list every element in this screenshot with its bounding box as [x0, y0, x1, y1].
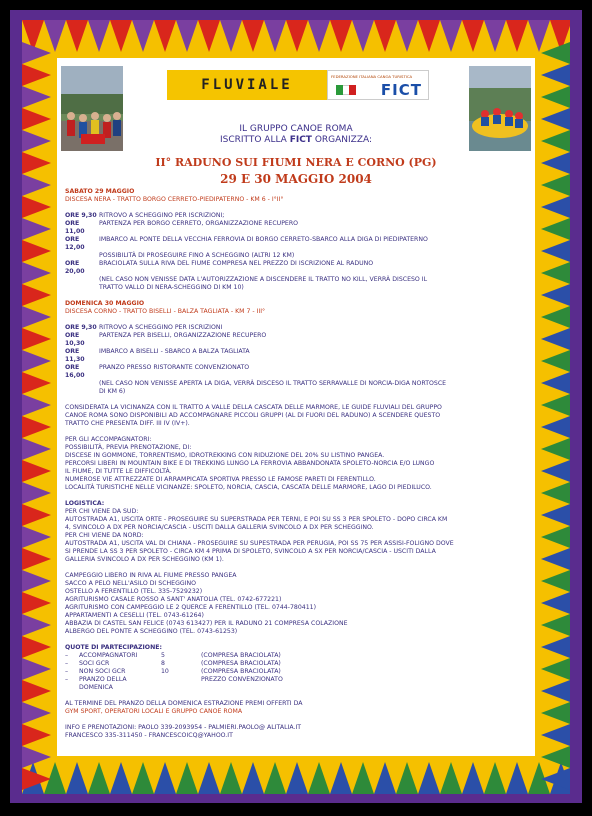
zigzag-triangle	[541, 218, 570, 240]
schedule-text: TRATTO VALLO DI NERA-SCHEGGINO DI KM 10)	[99, 284, 244, 291]
zigzag-triangle	[132, 20, 154, 52]
schedule-row	[65, 324, 527, 332]
zigzag-triangle	[541, 504, 570, 526]
zigzag-triangle	[22, 438, 51, 460]
quote-label: PRANZO DELLA DOMENICA	[79, 676, 127, 691]
schedule-text: PRANZO PRESSO RISTORANTE CONVENZIONATO	[99, 364, 250, 371]
schedule-time: ORE 16,00	[65, 364, 85, 379]
zigzag-triangle	[22, 746, 51, 768]
quote-dash: –	[65, 652, 69, 659]
zigzag-triangle	[541, 570, 570, 592]
zigzag-triangle	[418, 20, 440, 52]
zigzag-triangle	[541, 196, 570, 218]
zigzag-triangle	[528, 20, 550, 52]
zigzag-triangle	[176, 762, 198, 794]
zigzag-triangle	[308, 20, 330, 52]
zigzag-triangle	[242, 20, 264, 52]
flyer-page	[57, 58, 535, 756]
zigzag-triangle	[462, 20, 484, 52]
zigzag-triangle	[22, 108, 51, 130]
zigzag-triangle	[541, 636, 570, 658]
schedule-text: PARTENZA PER BISELLI, ORGANIZZAZIONE RECUPERO	[99, 332, 267, 339]
zigzag-triangle	[198, 20, 220, 52]
zigzag-triangle	[541, 372, 570, 394]
event-dates: 29 E 30 MAGGIO 2004	[220, 172, 372, 186]
schedule-time: ORE 9,30	[65, 324, 97, 331]
schedule-text: RITROVO A SCHEGGINO PER ISCRIZIONI	[99, 324, 223, 331]
zigzag-triangle	[541, 152, 570, 174]
fict-federation-name: FEDERAZIONE ITALIANA CANOA TURISTICA	[331, 74, 413, 79]
zigzag-triangle	[506, 762, 528, 794]
quote-heading: QUOTE DI PARTECIPAZIONE:	[65, 644, 162, 651]
camping-line: AGRITURISMO CON CAMPEGGIO LE 2 QUERCE A FERENTILLO (TEL. 0744-780411)	[65, 604, 316, 611]
zigzag-triangle	[22, 174, 51, 196]
quote-row	[65, 660, 527, 668]
accompagnatori-line: PER GLI ACCOMPAGNATORI:	[65, 436, 152, 443]
schedule-row	[65, 284, 527, 292]
zigzag-triangle	[22, 482, 51, 504]
schedule-text: IMBARCO A BISELLI - SBARCO A BALZA TAGLIATA	[99, 348, 250, 355]
zigzag-triangle	[22, 724, 51, 746]
day2-date: DOMENICA 30 MAGGIO	[65, 300, 145, 307]
zigzag-triangle	[22, 152, 51, 174]
schedule-row	[65, 380, 527, 388]
schedule-time: ORE 9,30	[65, 212, 97, 219]
zigzag-triangle	[374, 762, 396, 794]
zigzag-triangle	[541, 438, 570, 460]
camping-line: OSTELLO A FERENTILLO (TEL. 335-7529232)	[65, 588, 203, 595]
logo-band	[167, 70, 429, 100]
zigzag-triangle	[352, 20, 374, 52]
guides-line: CANOE ROMA SONO DISPONIBILI AD ACCOMPAGNARE PICCOLI GRUPPI (AL DI FUORI DEL RADUNO) A SCENDERE QUESTO	[65, 412, 441, 419]
schedule-text: (NEL CASO NON VENISSE DATA L'AUTORIZZAZIONE A DISCENDERE IL TRATTO NO KILL, VERRÀ DISCESO IL	[99, 276, 428, 283]
zigzag-triangle	[541, 130, 570, 152]
day1-schedule	[65, 212, 527, 292]
logistica-line: AUTOSTRADA A1, USCITA VAL DI CHIANA - PROSEGUIRE SU SUPESTRADA PER PERUGIA, POI SS 75 PER ASSISI-FOLIGNO DOVE	[65, 540, 454, 547]
schedule-time: ORE 10,30	[65, 332, 85, 347]
organizer-line: IL GRUPPO CANOE ROMA	[239, 124, 353, 134]
zigzag-triangle	[286, 20, 308, 52]
zigzag-triangle	[484, 762, 506, 794]
zigzag-triangle	[541, 262, 570, 284]
schedule-text: RITROVO A SCHEGGINO PER ISCRIZIONI;	[99, 212, 225, 219]
zigzag-triangle	[22, 592, 51, 614]
schedule-time	[65, 388, 99, 396]
zigzag-triangle	[22, 372, 51, 394]
schedule-time: ORE 11,00	[65, 220, 85, 235]
zigzag-triangle	[22, 130, 51, 152]
zigzag-triangle	[541, 416, 570, 438]
estrazione-line2: GYM SPORT, OPERATORI LOCALI E GRUPPO CANOE ROMA	[65, 708, 243, 715]
zigzag-triangle	[541, 394, 570, 416]
logistica-line: PER CHI VIENE DA SUD:	[65, 508, 139, 515]
logistica-line: SI PRENDE LA SS 3 PER SPOLETO - CIRCA KM 4 PRIMA DI SPOLETO, SVINCOLO A SX PER NORCIA/CASCIA - USCITI DALLA	[65, 548, 436, 555]
zigzag-triangle	[462, 762, 484, 794]
zigzag-triangle	[22, 394, 51, 416]
zigzag-triangle	[132, 762, 154, 794]
zigzag-triangle	[88, 20, 110, 52]
quote-label: ACCOMPAGNATORI	[79, 652, 138, 659]
zigzag-triangle	[176, 20, 198, 52]
schedule-row	[65, 332, 527, 348]
zigzag-triangle	[154, 762, 176, 794]
zigzag-triangle	[22, 284, 51, 306]
zigzag-triangle	[541, 724, 570, 746]
quote-amount	[161, 676, 201, 692]
zigzag-triangle	[541, 482, 570, 504]
zigzag-triangle	[541, 174, 570, 196]
zigzag-triangle	[541, 658, 570, 680]
zigzag-triangle	[396, 762, 418, 794]
zigzag-triangle	[44, 20, 66, 52]
zigzag-triangle	[242, 762, 264, 794]
zigzag-triangle	[22, 614, 51, 636]
schedule-time	[65, 276, 99, 284]
schedule-row	[65, 364, 527, 380]
zigzag-triangle	[22, 262, 51, 284]
quote-amount: 10	[161, 668, 169, 675]
day1-route: DISCESA NERA - TRATTO BORGO CERRETO-PIEDIPATERNO - KM 6 - I°II°	[65, 196, 284, 203]
estrazione-line1: AL TERMINE DEL PRANZO DELLA DOMENICA ESTRAZIONE PREMI OFFERTI DA	[65, 700, 303, 707]
accompagnatori-line: NUMEROSE VIE ATTREZZATE DI ARRAMPICATA SPORTIVA PRESSO LE FAMOSE PARETI DI FERENTILLO.	[65, 476, 376, 483]
schedule-row	[65, 220, 527, 236]
zigzag-triangle	[154, 20, 176, 52]
logistica-line: 4, SVINCOLO A DX PER NORCIA/CASCIA - USCITI DALLA GALLERIA SVINCOLO A DX PER SCHEGGINO.	[65, 524, 374, 531]
zigzag-triangle	[396, 20, 418, 52]
zigzag-triangle	[506, 20, 528, 52]
zigzag-triangle	[484, 20, 506, 52]
logistica-line: AUTOSTRADA A1, USCITA ORTE - PROSEGUIRE SU SUPERSTRADA PER TERNI, E POI SU SS 3 PER SPOLETO - DOPO CIRCA KM	[65, 516, 448, 523]
flyer-body	[65, 188, 527, 740]
schedule-time: ORE 12,00	[65, 236, 85, 251]
zigzag-triangle	[88, 762, 110, 794]
zigzag-triangle	[541, 306, 570, 328]
quote-amount: 5	[161, 652, 165, 659]
logistica-line: PER CHI VIENE DA NORD:	[65, 532, 144, 539]
zigzag-triangle	[541, 746, 570, 768]
schedule-time: ORE 11,30	[65, 348, 85, 363]
logistica-line: GALLERIA SVINCOLO A DX PER SCHEGGINO (KM 1).	[65, 556, 224, 563]
quote-label: NON SOCI GCR	[79, 668, 126, 675]
camping-line: AGRITURISMO CASALE ROSSO A SANT' ANATOLIA (TEL. 0742-677221)	[65, 596, 282, 603]
zigzag-triangle	[264, 762, 286, 794]
zigzag-triangle	[541, 614, 570, 636]
guides-line: TRATTO CHE PRESENTA DIFF. III IV (IV+).	[65, 420, 190, 427]
logistica-paragraph	[65, 508, 527, 564]
schedule-row	[65, 348, 527, 364]
camping-line: CAMPEGGIO LIBERO IN RIVA AL FIUME PRESSO PANGEA	[65, 572, 237, 579]
zigzag-triangle	[22, 702, 51, 724]
schedule-row	[65, 212, 527, 220]
day1-date: SABATO 29 MAGGIO	[65, 188, 135, 195]
fict-logo	[327, 70, 429, 100]
zigzag-triangle	[22, 658, 51, 680]
zigzag-triangle	[220, 762, 242, 794]
zigzag-triangle	[22, 460, 51, 482]
zigzag-triangle	[374, 20, 396, 52]
zigzag-triangle	[22, 548, 51, 570]
schedule-row	[65, 260, 527, 276]
zigzag-triangle	[110, 20, 132, 52]
zigzag-triangle	[330, 20, 352, 52]
quote-table	[65, 652, 527, 692]
zigzag-triangle	[541, 240, 570, 262]
accompagnatori-line: POSSIBILITÀ, PREVIA PRENOTAZIONE, DI:	[65, 444, 192, 451]
zigzag-triangle	[541, 328, 570, 350]
zigzag-triangle	[418, 762, 440, 794]
organizer-line-2: ISCRITTO ALLA FICT ORGANIZZA:	[219, 135, 373, 145]
quote-note: (COMPRESA BRACIOLATA)	[201, 660, 281, 667]
zigzag-triangle	[22, 680, 51, 702]
zigzag-triangle	[22, 196, 51, 218]
camping-line: APPARTAMENTI A CESELLI (TEL. 0743-61264)	[65, 612, 204, 619]
zigzag-triangle	[541, 460, 570, 482]
zigzag-triangle	[22, 328, 51, 350]
quote-note: PREZZO CONVENZIONATO	[201, 676, 283, 683]
zigzag-triangle	[541, 702, 570, 724]
schedule-text: BRACIOLATA SULLA RIVA DEL FIUME COMPRESA NEL PREZZO DI ISCRIZIONE AL RADUNO	[99, 260, 374, 267]
zigzag-triangle	[541, 284, 570, 306]
zigzag-triangle	[541, 548, 570, 570]
quote-dash: –	[65, 660, 69, 667]
camping-line: SACCO A PELO NELL'ASILO DI SCHEGGINO	[65, 580, 197, 587]
zigzag-triangle	[330, 762, 352, 794]
schedule-time	[65, 284, 99, 292]
zigzag-triangle	[66, 762, 88, 794]
zigzag-triangle	[110, 762, 132, 794]
accompagnatori-line: PERCORSI LIBERI IN MOUNTAIN BIKE E DI TREKKING LUNGO LA FERROVIA ABBANDONATA SPOLETO-NORCIA E/O LUNGO	[65, 460, 435, 467]
fluviale-logo: FLUVIALE	[167, 70, 327, 100]
day2-schedule	[65, 324, 527, 396]
quote-row	[65, 676, 527, 692]
zigzag-triangle	[541, 592, 570, 614]
schedule-text: POSSIBILITÀ DI PROSEGUIRE FINO A SCHEGGINO (ALTRI 12 KM)	[99, 252, 295, 259]
schedule-time: ORE 20,00	[65, 260, 85, 275]
zigzag-triangle	[308, 762, 330, 794]
schedule-row	[65, 252, 527, 260]
schedule-text: (NEL CASO NON VENISSE APERTA LA DIGA, VERRÀ DISCESO IL TRATTO SERRAVALLE DI NORCIA-DIGA NORTOSCE	[99, 380, 447, 387]
zigzag-triangle	[22, 306, 51, 328]
zigzag-triangle	[22, 218, 51, 240]
zigzag-triangle	[22, 86, 51, 108]
camping-line: ALBERGO DEL PONTE A SCHEGGINO (TEL. 0743-61253)	[65, 628, 238, 635]
info-line: FRANCESCO 335-311450 - FRANCESCOICQ@YAHOO.IT	[65, 732, 233, 739]
zigzag-triangle	[440, 20, 462, 52]
info-line: INFO E PRENOTAZIONI: PAOLO 339-2093954 - PALMIERI.PAOLO@ ALITALIA.IT	[65, 724, 302, 731]
schedule-row	[65, 276, 527, 284]
quote-note: (COMPRESA BRACIOLATA)	[201, 652, 281, 659]
schedule-row	[65, 388, 527, 396]
quote-note: (COMPRESA BRACIOLATA)	[201, 668, 281, 675]
camping-list	[65, 572, 527, 636]
zigzag-triangle	[220, 20, 242, 52]
event-title: II° RADUNO SUI FIUMI NERA E CORNO (PG)	[155, 156, 437, 169]
quote-row	[65, 652, 527, 660]
schedule-row	[65, 236, 527, 252]
zigzag-triangle	[352, 762, 374, 794]
zigzag-triangle	[22, 240, 51, 262]
zigzag-triangle	[198, 762, 220, 794]
italian-flag-icon	[336, 85, 356, 95]
camping-line: ABBAZIA DI CASTEL SAN FELICE (0743 613427) PER IL RADUNO 21 COMPRESA COLAZIONE	[65, 620, 348, 627]
schedule-text: IMBARCO AL PONTE DELLA VECCHIA FERROVIA DI BORGO CERRETO-SBARCO ALLA DIGA DI PIEDIPATERNO	[99, 236, 428, 243]
guides-line: CONSIDERATA LA VICINANZA CON IL TRATTO A VALLE DELLA CASCATA DELLE MARMORE, LE GUIDE FLUVIALI DEL GRUPPO	[65, 404, 442, 411]
zigzag-triangle	[541, 42, 570, 64]
schedule-text: DI KM 6)	[99, 388, 126, 395]
accompagnatori-line: LOCALITÀ TURISTICHE NELLE VICINANZE: SPOLETO, NORCIA, CASCIA, CASCATA DELLE MARMORE, LAGO DI PIEDILUCO.	[65, 484, 432, 491]
quote-row	[65, 668, 527, 676]
zigzag-triangle	[22, 42, 51, 64]
logistica-heading: LOGISTICA:	[65, 500, 105, 507]
zigzag-triangle	[541, 350, 570, 372]
zigzag-triangle	[541, 64, 570, 86]
zigzag-triangle	[541, 108, 570, 130]
quote-dash: –	[65, 668, 69, 675]
zigzag-triangle	[264, 20, 286, 52]
zigzag-triangle	[22, 350, 51, 372]
zigzag-triangle	[541, 680, 570, 702]
zigzag-triangle	[22, 416, 51, 438]
day2-route: DISCESA CORNO - TRATTO BISELLI - BALZA TAGLIATA - KM 7 - III°	[65, 308, 266, 315]
zigzag-triangle	[440, 762, 462, 794]
quote-dash: –	[65, 676, 69, 683]
schedule-time	[65, 252, 99, 260]
accompagnatori-line: DISCESE IN GOMMONE, TORRENTISMO, IDROTREKKING CON RIDUZIONE DEL 20% SU LISTINO PANGEA.	[65, 452, 385, 459]
schedule-time	[65, 380, 99, 388]
zigzag-triangle	[22, 504, 51, 526]
quote-label: SOCI GCR	[79, 660, 110, 667]
zigzag-triangle	[22, 570, 51, 592]
guides-paragraph	[65, 404, 527, 428]
zigzag-triangle	[22, 64, 51, 86]
zigzag-triangle	[541, 526, 570, 548]
fict-wordmark: FICT	[380, 81, 422, 99]
accompagnatori-paragraph	[65, 436, 527, 492]
zigzag-triangle	[22, 636, 51, 658]
zigzag-triangle	[66, 20, 88, 52]
quote-amount: 8	[161, 660, 165, 667]
zigzag-triangle	[286, 762, 308, 794]
zigzag-triangle	[541, 86, 570, 108]
accompagnatori-line: IL FIUME, DI TUTTE LE DIFFICOLTÀ.	[65, 468, 172, 475]
schedule-text: PARTENZA PER BORGO CERRETO, ORGANIZZAZIONE RECUPERO	[99, 220, 299, 227]
zigzag-triangle	[22, 526, 51, 548]
info-contacts	[65, 724, 527, 740]
